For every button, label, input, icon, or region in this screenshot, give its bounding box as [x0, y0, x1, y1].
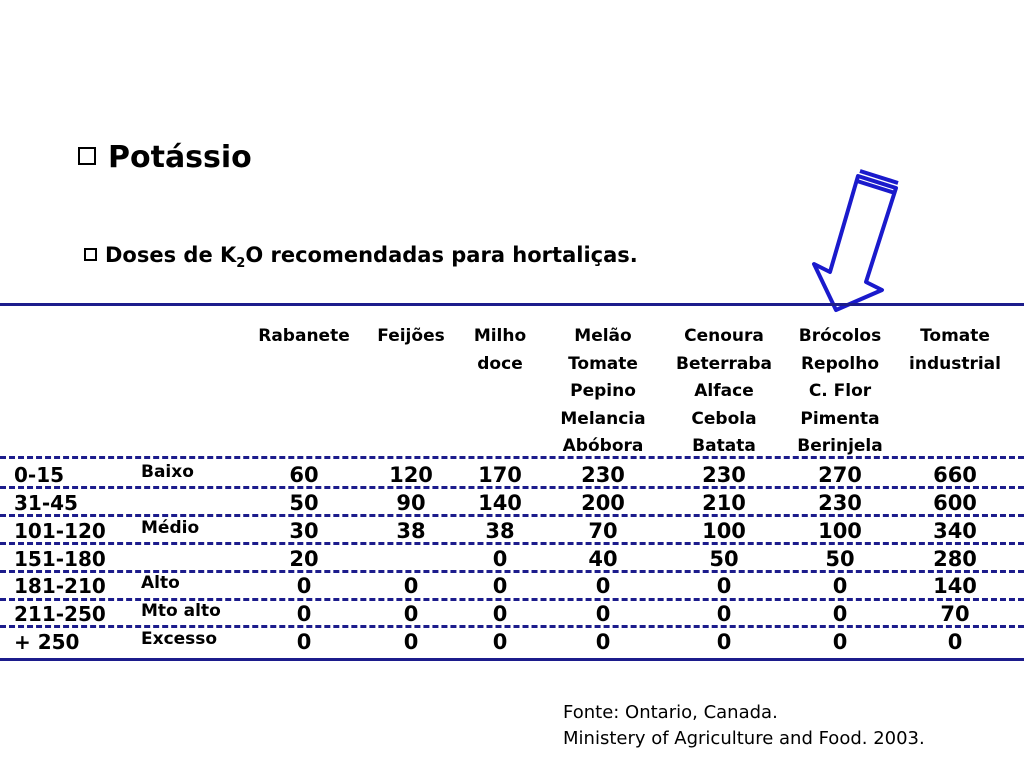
checkbox-bullet-icon — [84, 248, 97, 261]
table-cell: 0 — [492, 574, 508, 598]
table-cell: 0 — [296, 574, 312, 598]
column-header-line: Alface — [694, 381, 754, 401]
row-category-label: Excesso — [141, 629, 218, 649]
column-header — [543, 323, 663, 461]
column-header — [244, 323, 364, 351]
table-cell: 70 — [588, 519, 618, 543]
table-cell: 0 — [947, 630, 963, 654]
column-header — [780, 323, 900, 461]
column-header — [664, 323, 784, 461]
table-cell: 660 — [933, 463, 977, 487]
source-line: Ministery of Agriculture and Food. 2003. — [563, 728, 925, 749]
table-cell: 100 — [818, 519, 862, 543]
table-cell: 0 — [595, 602, 611, 626]
column-header-line: Abóbora — [562, 436, 644, 456]
row-range-label: + 250 — [14, 630, 80, 654]
column-header-line: Pimenta — [800, 408, 880, 429]
column-header-line: Feijões — [377, 326, 445, 346]
table-cell: 38 — [396, 519, 426, 543]
table-cell: 60 — [289, 463, 319, 487]
column-header-line: Berinjela — [797, 436, 883, 456]
table-cell: 40 — [588, 547, 618, 571]
table-cell: 230 — [702, 463, 746, 487]
table-cell: 0 — [832, 630, 848, 654]
column-header-line: Pepino — [570, 381, 636, 401]
table-cell: 170 — [478, 463, 522, 487]
table-cell: 50 — [825, 547, 855, 571]
column-header-line: Melancia — [560, 408, 646, 429]
table-cell: 140 — [933, 574, 977, 598]
source-citation — [563, 700, 925, 752]
table-cell: 0 — [296, 630, 312, 654]
table-cell: 340 — [933, 519, 977, 543]
column-header-line: Beterraba — [675, 353, 773, 374]
row-range-label: 0-15 — [14, 463, 65, 487]
row-category-label: Mto alto — [141, 601, 221, 621]
table-cell: 0 — [403, 602, 419, 626]
table-cell: 90 — [396, 491, 426, 515]
column-header — [440, 323, 560, 378]
row-category-label: Baixo — [141, 462, 194, 482]
row-range-label: 181-210 — [14, 574, 106, 598]
table-cell: 70 — [940, 602, 970, 626]
column-header-line: Tomate — [568, 353, 638, 374]
column-header-line: Melão — [574, 326, 632, 346]
row-category-label: Alto — [141, 573, 180, 593]
column-header-line: Brócolos — [798, 326, 882, 346]
table-cell: 0 — [403, 574, 419, 598]
table-cell: 0 — [492, 602, 508, 626]
arrow-down-icon — [808, 168, 900, 316]
table-cell: 50 — [289, 491, 319, 515]
column-header-line: Cebola — [691, 408, 757, 429]
table-cell: 0 — [595, 574, 611, 598]
row-range-label: 31-45 — [14, 491, 78, 515]
table-cell: 120 — [389, 463, 433, 487]
table-cell: 600 — [933, 491, 977, 515]
table-cell: 0 — [716, 602, 732, 626]
row-range-label: 151-180 — [14, 547, 106, 571]
table-cell: 20 — [289, 547, 319, 571]
checkbox-bullet-icon — [78, 147, 96, 165]
row-range-label: 211-250 — [14, 602, 106, 626]
column-header-line: doce — [477, 353, 523, 374]
table-cell: 0 — [595, 630, 611, 654]
table-cell: 30 — [289, 519, 319, 543]
table-bottom-rule — [0, 658, 1024, 661]
table-cell: 0 — [716, 574, 732, 598]
subtitle-prefix: Doses de K — [105, 243, 237, 267]
table-cell: 38 — [485, 519, 515, 543]
table-cell: 200 — [581, 491, 625, 515]
column-header-line: Repolho — [800, 353, 880, 374]
column-header-line: industrial — [909, 353, 1001, 374]
table-cell: 50 — [709, 547, 739, 571]
table-cell: 0 — [832, 602, 848, 626]
table-cell: 0 — [403, 630, 419, 654]
table-cell: 0 — [716, 630, 732, 654]
table-cell: 0 — [492, 547, 508, 571]
row-range-label: 101-120 — [14, 519, 106, 543]
table-cell: 210 — [702, 491, 746, 515]
column-header-line: Milho — [473, 326, 527, 346]
title-text: Potássio — [108, 140, 252, 175]
column-header-line: Rabanete — [258, 326, 350, 346]
row-category-label: Médio — [141, 518, 200, 538]
subtitle-suffix: O recomendadas para hortaliças. — [245, 243, 638, 267]
column-header-line: Batata — [692, 436, 756, 456]
table-cell: 270 — [818, 463, 862, 487]
column-header-line: Tomate — [920, 326, 990, 346]
table-cell: 230 — [581, 463, 625, 487]
table-cell: 140 — [478, 491, 522, 515]
subtitle-subscript: 2 — [236, 256, 246, 272]
page-title — [78, 140, 252, 175]
source-line: Fonte: Ontario, Canada. — [563, 702, 778, 723]
table-cell: 0 — [492, 630, 508, 654]
table-cell: 0 — [832, 574, 848, 598]
table-subtitle — [84, 243, 638, 271]
table-cell: 100 — [702, 519, 746, 543]
table-cell: 230 — [818, 491, 862, 515]
column-header-line: Cenoura — [684, 326, 764, 346]
column-header — [895, 323, 1015, 378]
table-top-rule — [0, 303, 1024, 306]
column-header-line: C. Flor — [808, 381, 872, 401]
table-cell: 280 — [933, 547, 977, 571]
table-cell: 0 — [296, 602, 312, 626]
